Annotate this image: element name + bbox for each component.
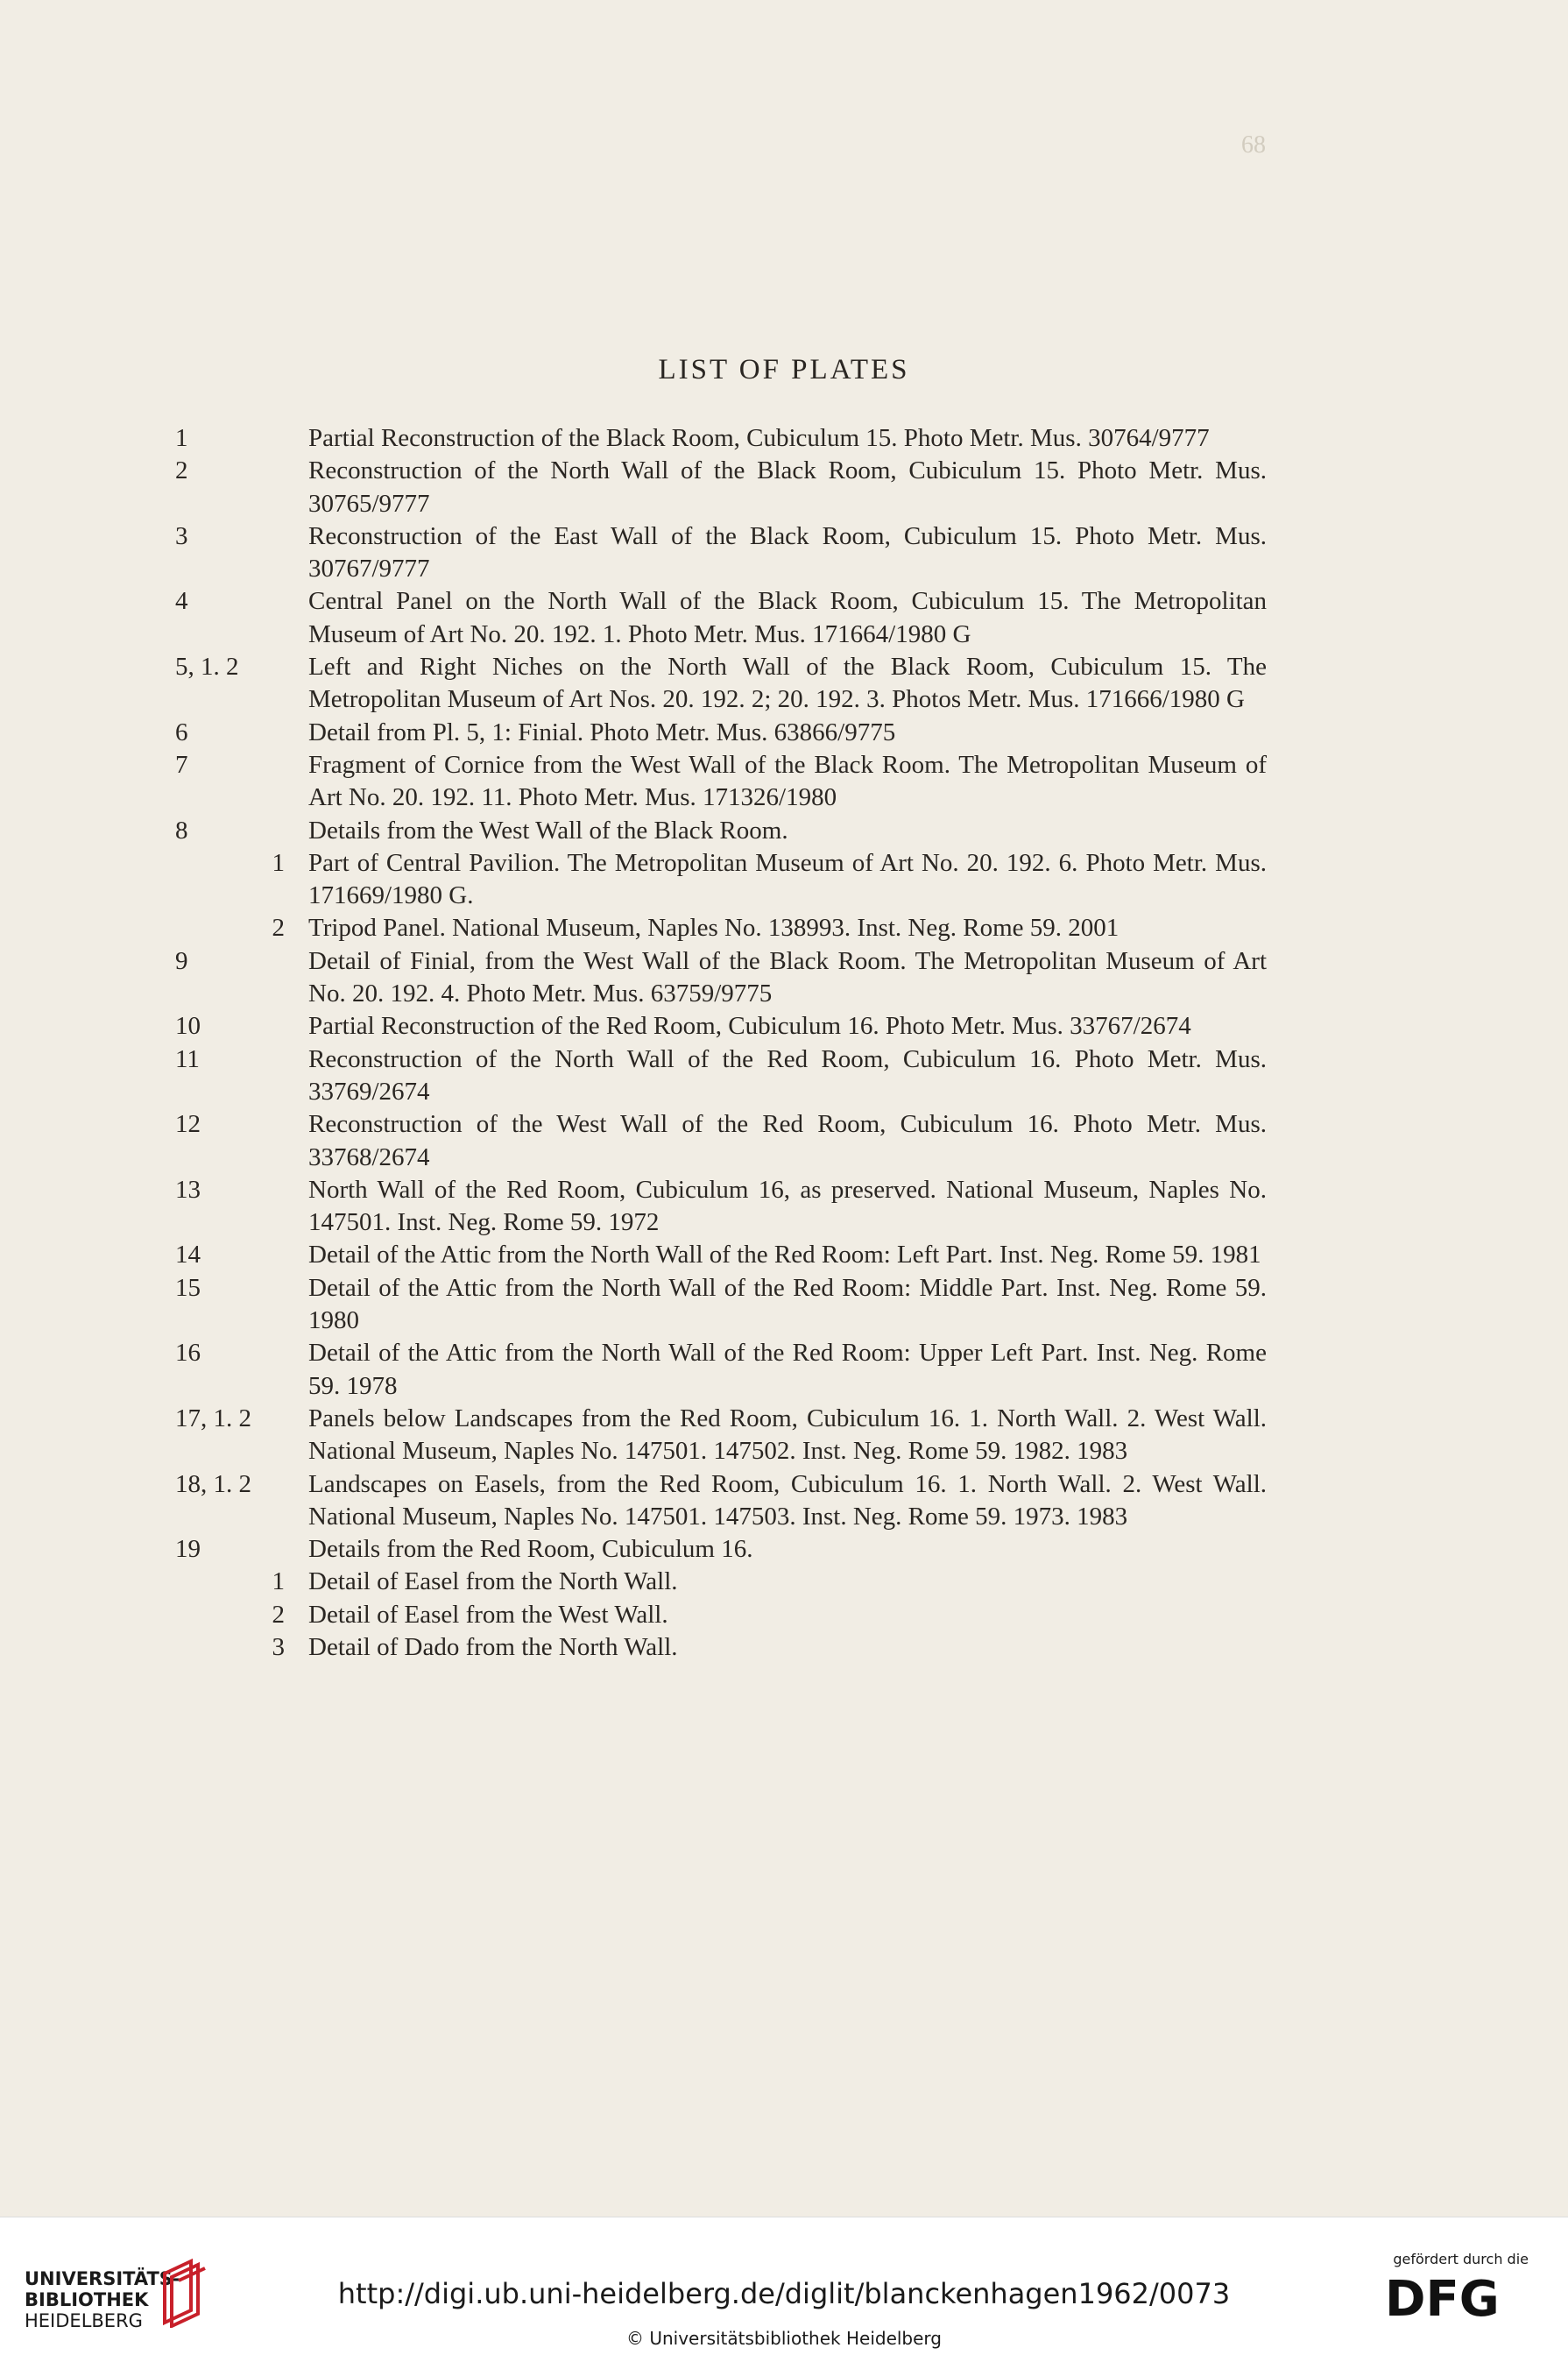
plate-entry <box>0 717 1568 749</box>
library-name-line3: HEIDELBERG <box>25 2310 143 2331</box>
plate-description: Partial Reconstruction of the Red Room, Cubiculum 16. Photo Metr. Mus. 33767/2674 <box>308 1012 1191 1041</box>
plate-entry <box>0 422 1568 455</box>
plate-description: Tripod Panel. National Museum, Naples No. 138993. Inst. Neg. Rome 59. 2001 <box>308 914 1119 943</box>
plate-number: 10 <box>175 1012 201 1041</box>
plate-subnumber: 1 <box>272 848 285 877</box>
plate-description: Detail from Pl. 5, 1: Finial. Photo Metr. Mus. 63866/9775 <box>308 718 896 746</box>
plate-subnumber: 2 <box>272 914 285 943</box>
plate-entry <box>0 1272 1568 1338</box>
plate-number: 18, 1. 2 <box>175 1469 251 1498</box>
plate-entry <box>0 1631 1568 1664</box>
plate-description: Detail of the Attic from the North Wall of the Red Room: Upper Left Part. Inst. Neg. Rome 59. 1978 <box>308 1339 1267 1400</box>
plate-description: Detail of Easel from the West Wall. <box>308 1600 668 1629</box>
plate-number: 13 <box>175 1175 201 1204</box>
plate-description: Landscapes on Easels, from the Red Room, Cubiculum 16. 1. North Wall. 2. West Wall. National Museum, Naples No. 147501. 147503. Inst. Neg. Rome 59. 1973. 1983 <box>308 1469 1267 1531</box>
plate-description: Detail of the Attic from the North Wall of the Red Room: Middle Part. Inst. Neg. Rome 59. 1980 <box>308 1273 1267 1335</box>
plate-subnumber: 3 <box>272 1632 285 1661</box>
plate-number: 4 <box>175 587 188 616</box>
copyright-text: © Universitätsbibliothek Heidelberg <box>625 2328 942 2349</box>
plate-number: 16 <box>175 1339 201 1368</box>
plate-entry <box>0 1108 1568 1174</box>
funding-label: gefördert durch die <box>1393 2251 1529 2267</box>
plate-description: Details from the West Wall of the Black Room. <box>308 816 788 845</box>
library-name-line1: UNIVERSITÄTS- <box>25 2268 180 2289</box>
dfg-logo-icon[interactable] <box>1385 2274 1529 2321</box>
plate-entry <box>0 651 1568 717</box>
plate-number: 15 <box>175 1273 201 1302</box>
plate-description: Part of Central Pavilion. The Metropolitan Museum of Art No. 20. 192. 6. Photo Metr. Mus. 171669/1980 G. <box>308 848 1267 910</box>
plate-entry <box>0 749 1568 815</box>
plate-description: Left and Right Niches on the North Wall of the Black Room, Cubiculum 15. The Metropolitan Museum of Art Nos. 20. 192. 2; 20. 192. 3. Photos Metr. Mus. 171666/1980 G <box>308 653 1267 714</box>
plate-subnumber: 2 <box>272 1600 285 1629</box>
permalink-url[interactable]: http://digi.ub.uni-heidelberg.de/diglit/blanckenhagen1962/0073 <box>337 2277 1231 2310</box>
plate-description: North Wall of the Red Room, Cubiculum 16, as preserved. National Museum, Naples No. 147501. Inst. Neg. Rome 59. 1972 <box>308 1175 1267 1237</box>
plate-description: Details from the Red Room, Cubiculum 16. <box>308 1535 753 1564</box>
plate-description: Reconstruction of the North Wall of the Black Room, Cubiculum 15. Photo Metr. Mus. 30765/9777 <box>308 456 1267 518</box>
plate-entry <box>0 912 1568 944</box>
footer-bar <box>0 2217 1568 2355</box>
plate-entry <box>0 1174 1568 1240</box>
show-through-texture <box>210 191 1296 279</box>
plate-number: 2 <box>175 456 188 485</box>
plate-description: Detail of Easel from the North Wall. <box>308 1567 678 1596</box>
plate-number: 11 <box>175 1044 200 1073</box>
plate-number: 19 <box>175 1535 201 1564</box>
plate-number: 1 <box>175 424 188 452</box>
dfg-logo-text: DFG <box>1385 2274 1500 2321</box>
plate-number: 17, 1. 2 <box>175 1404 251 1432</box>
plate-entry <box>0 1043 1568 1109</box>
page-corner-mark: 68 <box>1241 131 1266 159</box>
plate-entry <box>0 945 1568 1011</box>
plate-number: 3 <box>175 521 188 550</box>
plate-entry <box>0 520 1568 586</box>
plate-description: Detail of Dado from the North Wall. <box>308 1632 678 1661</box>
plates-list <box>0 422 1568 1664</box>
plate-description: Fragment of Cornice from the West Wall of the Black Room. The Metropolitan Museum of Art No. 20. 192. 11. Photo Metr. Mus. 171326/1980 <box>308 750 1267 812</box>
plate-description: Detail of the Attic from the North Wall of the Red Room: Left Part. Inst. Neg. Rome 59. 1981 <box>308 1241 1261 1269</box>
plate-number: 7 <box>175 750 188 779</box>
plate-entry <box>0 1468 1568 1534</box>
plate-number: 14 <box>175 1241 201 1269</box>
plate-entry <box>0 1337 1568 1403</box>
plate-entry <box>0 815 1568 847</box>
plate-description: Reconstruction of the West Wall of the Red Room, Cubiculum 16. Photo Metr. Mus. 33768/2674 <box>308 1110 1267 1171</box>
plate-subnumber: 1 <box>272 1567 285 1596</box>
plate-description: Central Panel on the North Wall of the Black Room, Cubiculum 15. The Metropolitan Museum of Art No. 20. 192. 1. Photo Metr. Mus. 171664/1980 G <box>308 587 1267 648</box>
library-name-line2: BIBLIOTHEK <box>25 2289 149 2310</box>
plate-entry <box>0 1533 1568 1566</box>
plate-number: 5, 1. 2 <box>175 653 239 682</box>
plate-entry <box>0 1566 1568 1598</box>
plate-entry <box>0 847 1568 913</box>
plate-description: Reconstruction of the East Wall of the Black Room, Cubiculum 15. Photo Metr. Mus. 30767/9777 <box>308 521 1267 583</box>
page-title: LIST OF PLATES <box>658 354 910 385</box>
plate-entry <box>0 585 1568 651</box>
plate-description: Partial Reconstruction of the Black Room, Cubiculum 15. Photo Metr. Mus. 30764/9777 <box>308 424 1210 452</box>
plate-number: 12 <box>175 1110 201 1139</box>
plate-entry <box>0 1403 1568 1468</box>
plate-entry <box>0 1599 1568 1631</box>
plate-number: 8 <box>175 816 188 845</box>
plate-number: 9 <box>175 946 188 975</box>
plate-description: Reconstruction of the North Wall of the Red Room, Cubiculum 16. Photo Metr. Mus. 33769/2674 <box>308 1044 1267 1106</box>
plate-number: 6 <box>175 718 188 746</box>
plate-entry <box>0 1010 1568 1043</box>
plate-entry <box>0 1239 1568 1271</box>
plate-entry <box>0 455 1568 520</box>
plate-description: Detail of Finial, from the West Wall of the Black Room. The Metropolitan Museum of Art No. 20. 192. 4. Photo Metr. Mus. 63759/9775 <box>308 946 1267 1008</box>
plate-description: Panels below Landscapes from the Red Room, Cubiculum 16. 1. North Wall. 2. West Wall. National Museum, Naples No. 147501. 147502. Inst. Neg. Rome 59. 1982. 1983 <box>308 1404 1267 1466</box>
